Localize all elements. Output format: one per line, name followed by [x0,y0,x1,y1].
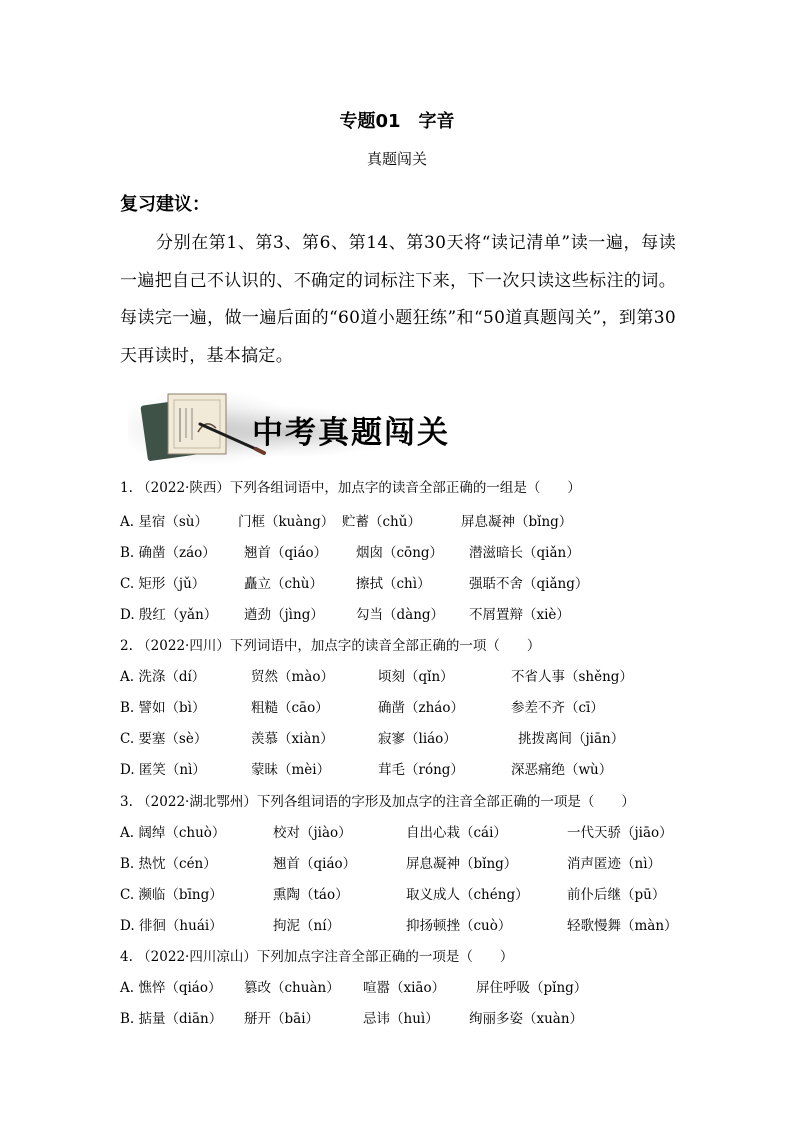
option-label: D. 匿笑（nì） [120,762,206,778]
option-item: 确凿（zháo） [378,700,464,716]
option-item: 不省人事（shěng） [511,669,633,685]
option-item: 顷刻（qǐn） [378,669,454,685]
option-item: 勾当（dàng） [356,607,445,623]
question-stem: 3. （2022·湖北鄂州）下列各组词语的字形及加点字的注音全部正确的一项是（ ） [120,794,635,810]
option-item: 轻歌慢舞（màn） [567,918,678,934]
option-item: 矗立（chù） [244,576,323,592]
option-item: 烟囱（cōng） [356,545,444,561]
option-label: D. 殷红（yǎn） [120,607,218,623]
option-item: 羡慕（xiàn） [251,731,334,747]
option-item: 挑拨离间（jiān） [518,731,625,747]
option-item: 翘首（qiáo） [273,856,357,872]
advice-paragraph: 分别在第1、第3、第6、第14、第30天将“读记清单”读一遍，每读一遍把自己不认识的、不确定的词标注下来，下一次只读这些标注的词。每读完一遍，做一遍后面的“60道小题狂练”和“50道真题闯关”，到第30天再读时，基本搞定。 [120,233,676,366]
option-item: 翘首（qiáo） [244,545,328,561]
option-item: 消声匿迹（nì） [567,856,662,872]
option-item: 茸毛（róng） [378,762,464,778]
option-item: 拘泥（ní） [273,918,341,934]
question-stem: 4. （2022·四川凉山）下列加点字注音全部正确的一项是（ ） [120,949,514,965]
option-item: 贸然（mào） [251,669,334,685]
option-item: 篡改（chuàn） [244,980,340,996]
option-item: 抑扬顿挫（cuò） [406,918,512,934]
option-item: 不屑置辩（xiè） [469,607,570,623]
option-item: 屏息凝神（bǐng） [406,856,518,872]
option-item: 绚丽多姿（xuàn） [469,1011,584,1027]
option-label: A. 洗涤（dí） [120,669,206,685]
option-item: 擦拭（chì） [356,576,431,592]
option-item: 参差不齐（cī） [511,700,604,716]
option-item: 自出心栽（cái） [406,825,507,841]
option-label: A. 憔悴（qiáo） [120,980,222,996]
option-item: 门框（kuàng） [238,514,335,530]
option-item: 屏息凝神（bǐng） [461,514,573,530]
option-label: B. 譬如（bì） [120,700,206,716]
option-item: 喧嚣（xiāo） [363,980,446,996]
page-title: 专题01 字音 [339,111,455,132]
option-item: 潜滋暗长（qiǎn） [469,545,580,561]
option-label: B. 热忱（cén） [120,856,217,872]
option-item: 寂寥（liáo） [378,731,457,747]
option-item: 一代天骄（jiāo） [567,825,673,841]
option-item: 遒劲（jìng） [244,607,324,623]
option-item: 贮蓄（chǔ） [342,514,421,530]
option-item: 屏住呼吸（pǐng） [476,980,588,996]
option-label: C. 矩形（jǔ） [120,576,206,592]
page-subtitle: 真题闯关 [366,150,427,168]
option-label: A. 阔绰（chuò） [120,825,226,841]
option-item: 深恶痛绝（wù） [511,762,613,778]
question-stem: 2. （2022·四川）下列词语中，加点字的读音全部正确的一项（ ） [120,638,541,654]
option-item: 忌讳（huì） [363,1011,439,1027]
option-item: 粗糙（cāo） [251,700,329,716]
advice-heading: 复习建议： [120,194,210,215]
option-item: 熏陶（táo） [273,887,349,903]
question-stem: 1. （2022·陕西）下列各组词语中，加点字的读音全部正确的一组是（ ） [120,480,581,496]
option-label: C. 濒临（bīng） [120,887,223,903]
option-item: 前仆后继（pū） [567,887,666,903]
option-item: 蒙昧（mèi） [251,762,331,778]
option-item: 强聒不舍（qiǎng） [469,576,589,592]
option-item: 校对（jiào） [273,825,352,841]
option-label: C. 要塞（sè） [120,731,208,747]
option-item: 掰开（bāi） [244,1011,320,1027]
option-label: B. 掂量（diān） [120,1011,223,1027]
option-item: 取义成人（chéng） [406,887,529,903]
option-label: D. 徘徊（huái） [120,918,223,934]
option-label: A. 星宿（sù） [120,514,208,530]
option-label: B. 确凿（záo） [120,545,216,561]
banner-title: 中考真题闯关 [252,415,450,451]
